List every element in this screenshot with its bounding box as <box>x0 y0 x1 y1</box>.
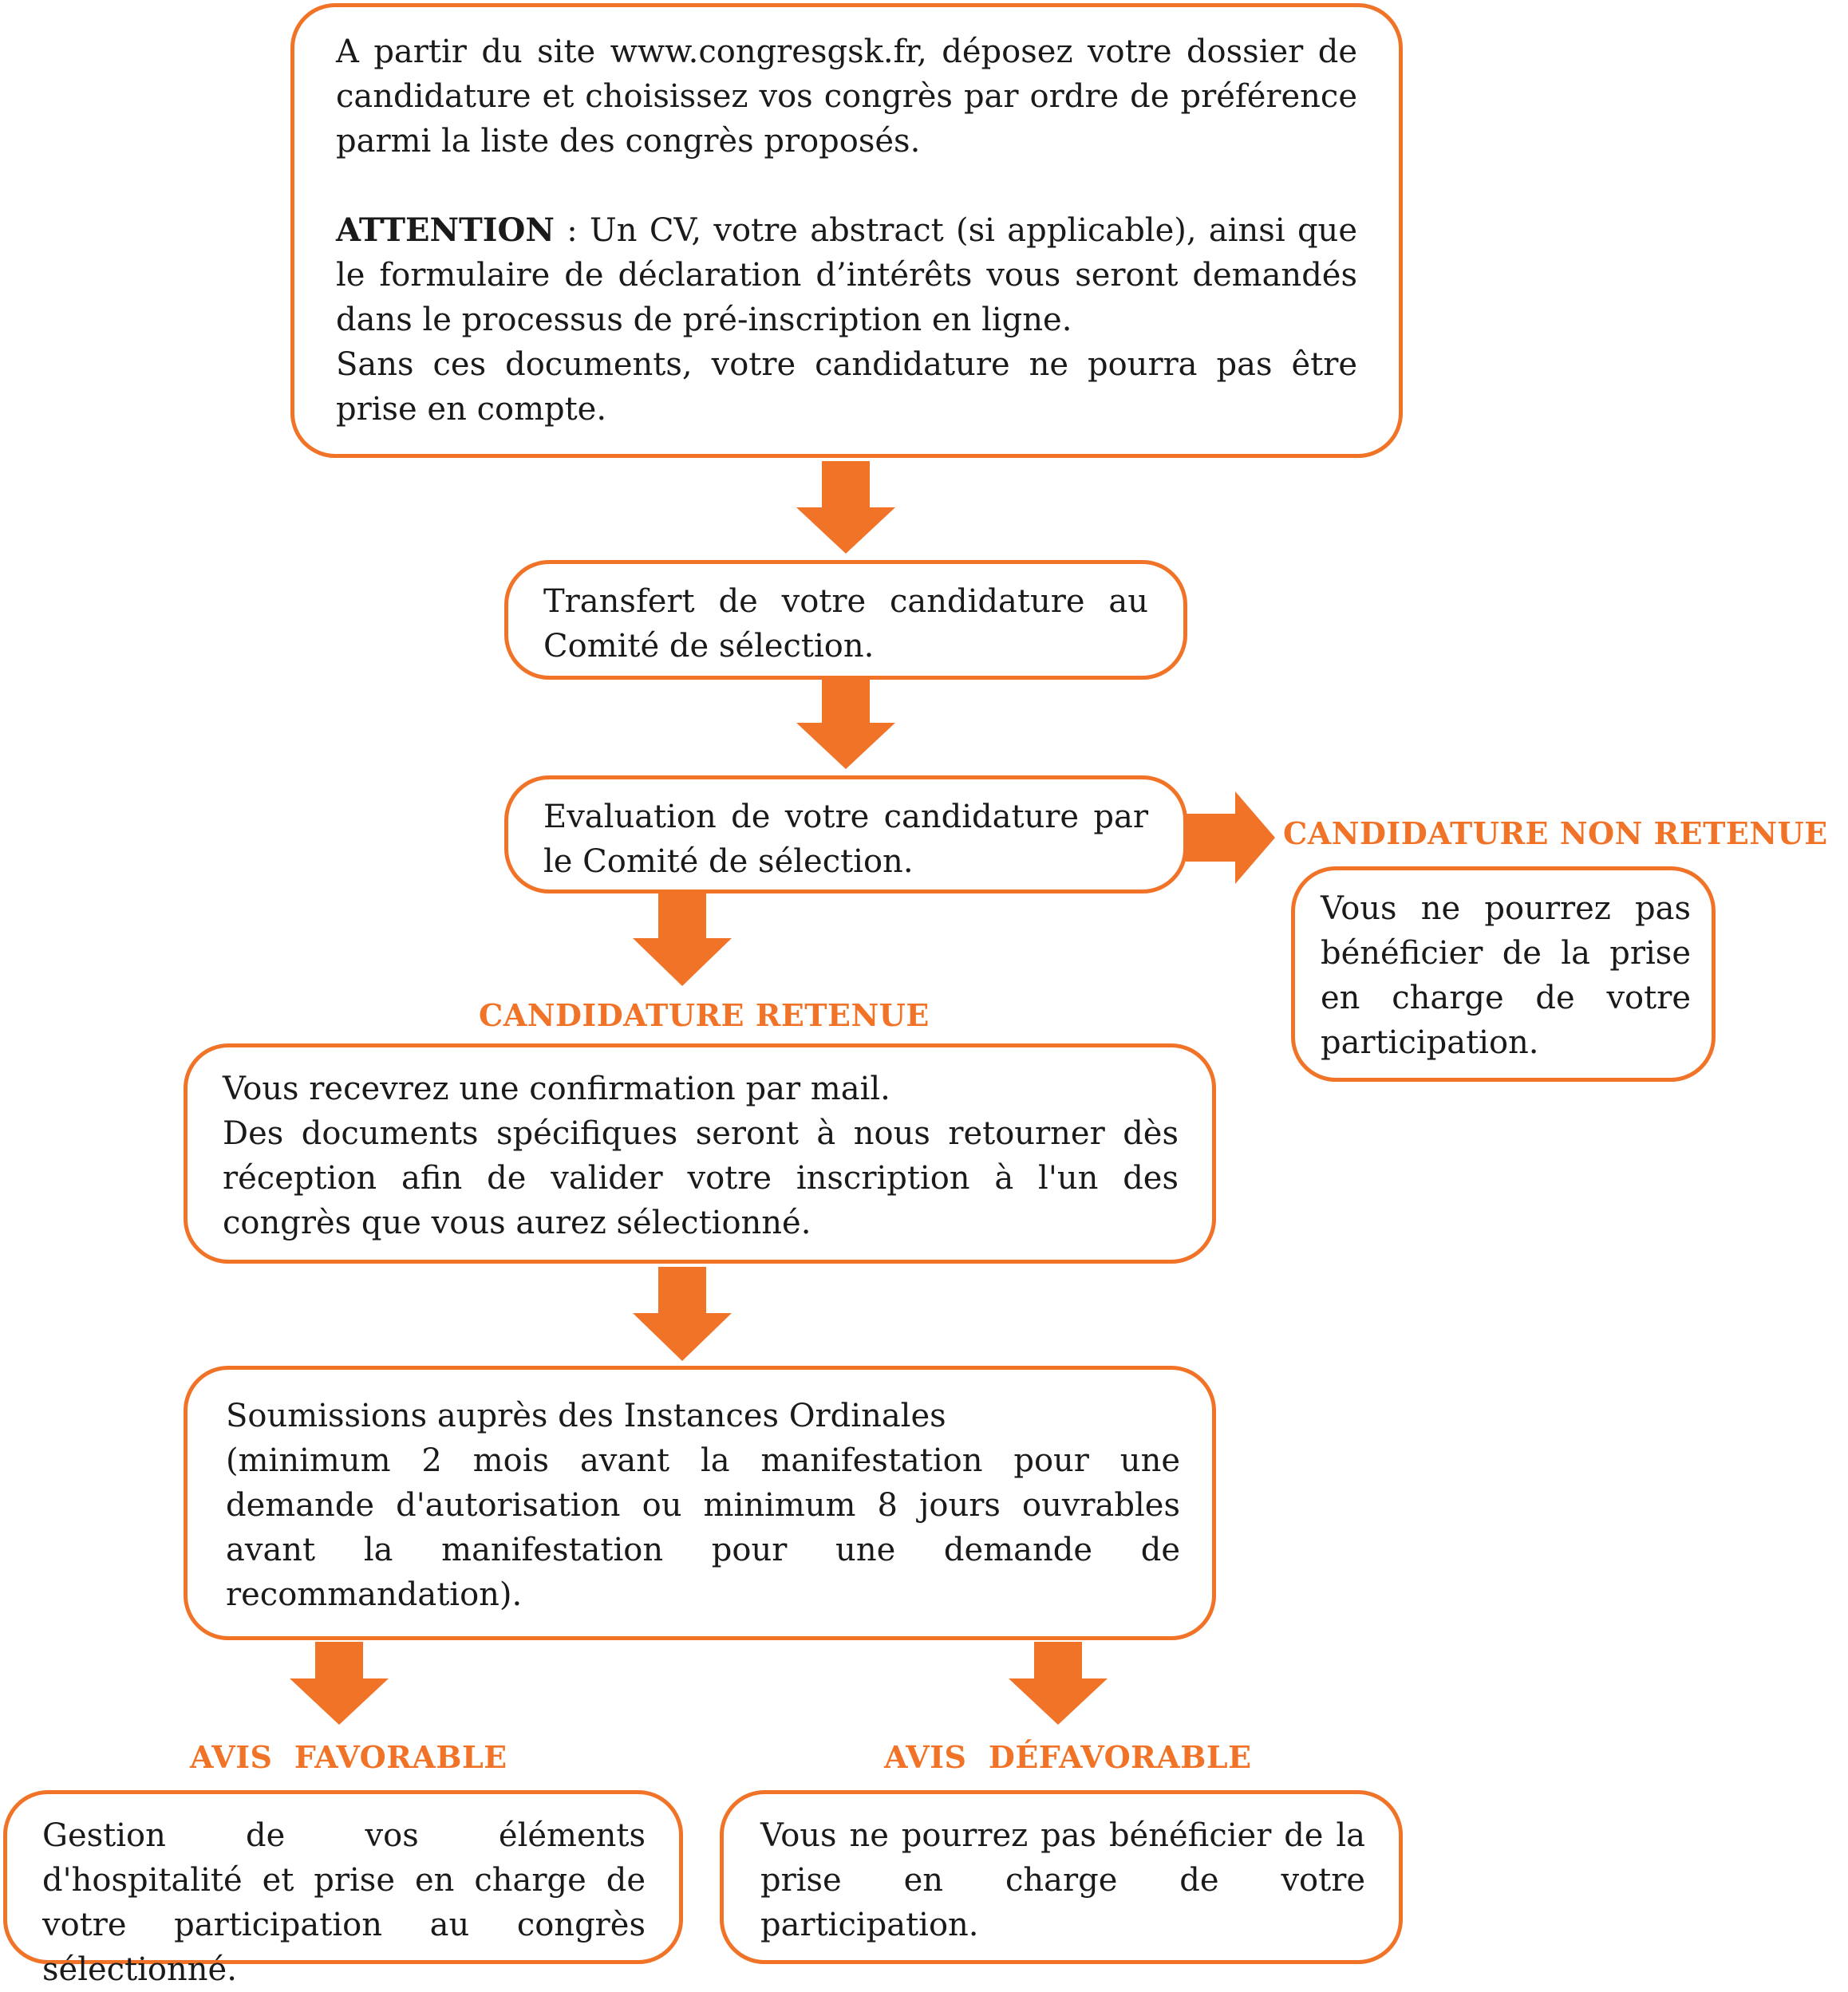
arrow-step2-to-step3 <box>796 680 895 769</box>
not-retained-box <box>1291 866 1716 1082</box>
retained-box <box>184 1043 1216 1264</box>
confirmation-text: Vous recevrez une confirmation par mail. <box>223 1071 890 1107</box>
unfavorable-label: AVIS DÉFAVORABLE <box>884 1739 1252 1775</box>
unfavorable-text: Vous ne pourrez pas bénéficier de la prise en charge de votre participation. <box>760 1817 1365 1943</box>
arrow-step3-to-not-retained <box>1186 791 1275 884</box>
evaluation-text: Evaluation de votre candidature par le Comité de sélection. <box>543 799 1148 880</box>
submission-details: (minimum 2 mois avant la manifestation pour une demande d'autorisation ou minimum 8 jours ouvrables avant la manifestation pour une demande de recommandation). <box>226 1442 1180 1613</box>
submission-title: Soumissions auprès des Instances Ordinales <box>226 1398 946 1434</box>
attention-label: ATTENTION <box>336 211 555 249</box>
submit-application-text: A partir du site www.congresgsk.fr, déposez votre dossier de candidature et choisissez vos congrès par ordre de préférence parmi la liste des congrès proposés. <box>336 34 1357 160</box>
not-retained-text: Vous ne pourrez pas bénéficier de la prise en charge de votre participation. <box>1321 890 1691 1061</box>
transfer-text: Transfert de votre candidature au Comité de sélection. <box>543 583 1148 665</box>
submission-box <box>184 1366 1216 1640</box>
not-retained-label: CANDIDATURE NON RETENUE <box>1283 815 1828 851</box>
retained-label: CANDIDATURE RETENUE <box>479 997 930 1033</box>
arrow-step1-to-step2 <box>796 461 895 554</box>
documents-text: Des documents spécifiques seront à nous retourner dès réception afin de valider votre inscription à l'un des congrès que vous aurez sélectionné. <box>223 1115 1179 1241</box>
arrow-step3-to-retained <box>633 893 732 986</box>
favorable-text: Gestion de vos éléments d'hospitalité et prise en charge de votre participation au congrès sélectionné. <box>42 1817 646 1988</box>
attention-text: : Un CV, votre abstract (si applicable), ainsi que le formulaire de déclaration d’intérêts vous seront demandés dans le processus de pré-inscription en ligne. <box>336 212 1357 338</box>
unfavorable-box <box>720 1790 1403 1964</box>
attention-paragraph <box>336 208 1357 342</box>
step-submit-application-box <box>290 3 1403 458</box>
step-transfer-box <box>504 560 1187 680</box>
missing-documents-warning: Sans ces documents, votre candidature ne pourra pas être prise en compte. <box>336 346 1357 428</box>
arrow-submission-to-unfavorable <box>1009 1642 1108 1725</box>
step-evaluation-box <box>504 775 1187 893</box>
arrow-submission-to-favorable <box>290 1642 389 1725</box>
favorable-label: AVIS FAVORABLE <box>190 1739 507 1775</box>
arrow-retained-to-submission <box>633 1267 732 1361</box>
favorable-box <box>3 1790 683 1988</box>
